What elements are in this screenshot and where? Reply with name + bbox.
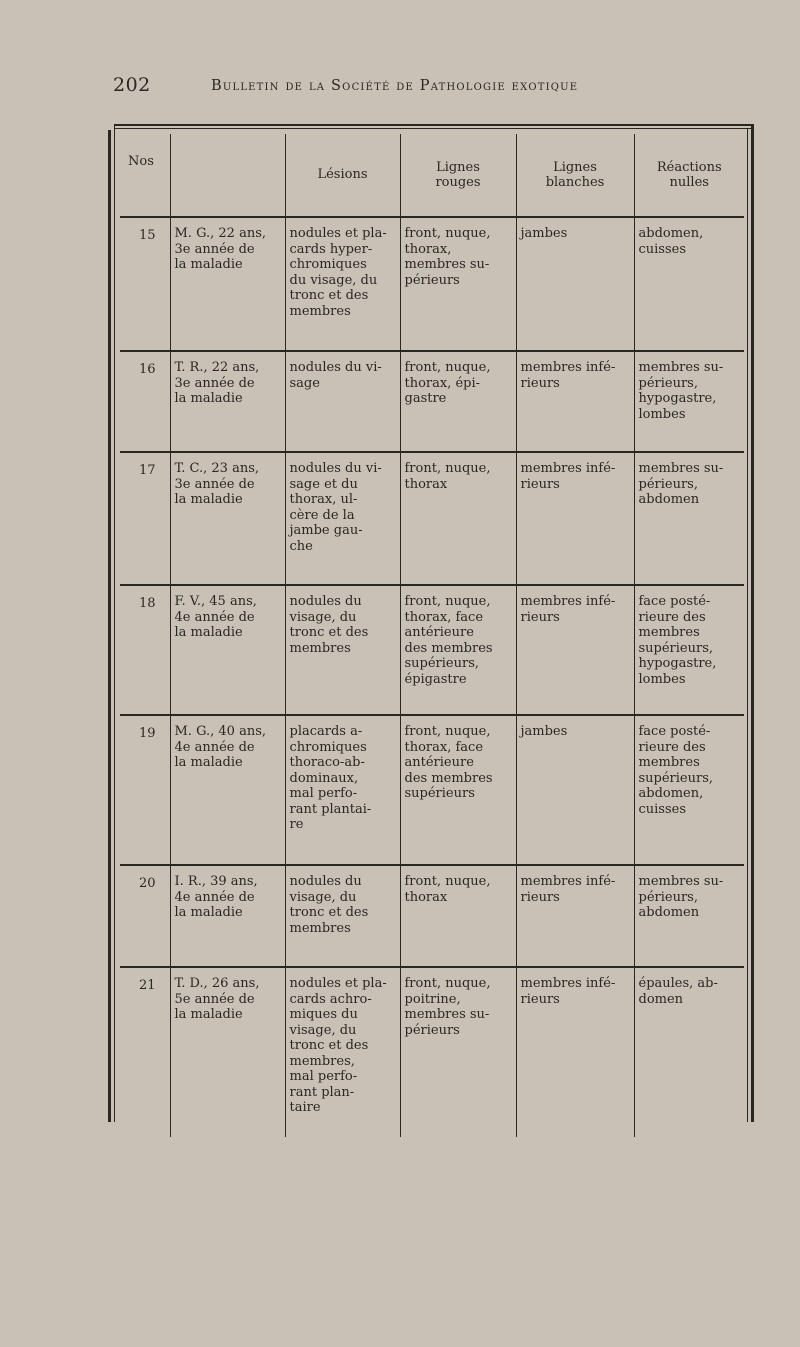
reactions-nulles-cell: membres su- périeurs, abdomen	[634, 452, 744, 585]
reactions-nulles-cell: membres su- périeurs, hypogastre, lombes	[634, 351, 744, 452]
lignes-blanches-cell: membres infé- rieurs	[516, 865, 634, 967]
row-number: 16	[120, 351, 170, 452]
table-row	[120, 217, 744, 351]
row-number: 21	[138, 978, 156, 993]
lignes-blanches-cell: membres infé- rieurs	[516, 585, 634, 715]
table-row	[120, 967, 744, 1137]
row-number: 19	[120, 715, 170, 865]
lesions-cell: nodules du visage, du tronc et des membres	[285, 585, 400, 715]
lesions-cell: nodules du vi- sage	[285, 351, 400, 452]
lignes-blanches-cell: jambes	[516, 217, 634, 351]
table-row	[120, 351, 744, 452]
patient-cell: F. V., 45 ans, 4e année de la maladie	[170, 585, 285, 715]
table-row	[120, 452, 744, 585]
row-number: 15	[120, 217, 170, 351]
header-lignes-rouges: Lignes rouges	[400, 134, 516, 217]
lesions-cell: placards a- chromiques thoraco-ab- dominaux, mal perfo- rant plantai- re	[285, 715, 400, 865]
reactions-nulles-cell: membres su- périeurs, abdomen	[634, 865, 744, 967]
row-number: 18	[120, 585, 170, 715]
patient-cell: I. R., 39 ans, 4e année de la maladie	[170, 865, 285, 967]
row-number: 17	[120, 452, 170, 585]
table-row	[120, 865, 744, 967]
header-lesions: Lésions	[285, 134, 400, 217]
lignes-blanches-cell: membres infé- rieurs	[516, 452, 634, 585]
table-right-rule-inner	[747, 128, 748, 1122]
patient-cell: M. G., 40 ans, 4e année de la maladie	[170, 715, 285, 865]
reactions-nulles-cell: face posté- rieure des membres supérieurs, hypogastre, lombes	[634, 585, 744, 715]
lignes-blanches-cell: membres infé- rieurs	[516, 351, 634, 452]
header-patient	[170, 134, 285, 217]
patient-cell: M. G., 22 ans, 3e année de la maladie	[170, 217, 285, 351]
row-number: 20	[120, 865, 170, 967]
reactions-nulles-cell: face posté- rieure des membres supérieurs, abdomen, cuisses	[634, 715, 744, 865]
patient-cell: T. D., 26 ans, 5e année de la maladie	[170, 967, 285, 1137]
table-left-rule	[108, 130, 111, 1122]
header-reactions-nulles: Réactions nulles	[634, 134, 744, 217]
lesions-cell: nodules et pla- cards hyper- chromiques du visage, du tronc et des membres	[285, 217, 400, 351]
lesions-cell: nodules du visage, du tronc et des membres	[285, 865, 400, 967]
table-top-rule	[114, 124, 754, 126]
lignes-rouges-cell: front, nuque, thorax, face antérieure des membres supérieurs, épigastre	[400, 585, 516, 715]
lignes-blanches-cell: jambes	[516, 715, 634, 865]
table-row	[120, 715, 744, 865]
lignes-rouges-cell: front, nuque, poitrine, membres su- périeurs	[400, 967, 516, 1137]
table-row	[120, 585, 744, 715]
lesions-cell: nodules et pla- cards achro- miques du visage, du tronc et des membres, mal perfo- rant plan- taire	[285, 967, 400, 1137]
clinical-table	[108, 124, 754, 1122]
lesions-cell: nodules du vi- sage et du thorax, ul- cère de la jambe gau- che	[285, 452, 400, 585]
data-table	[120, 134, 744, 1137]
lignes-rouges-cell: front, nuque, thorax, membres su- périeurs	[400, 217, 516, 351]
running-title: Bulletin de la Société de Pathologie exotique	[211, 78, 579, 94]
lignes-rouges-cell: front, nuque, thorax	[400, 452, 516, 585]
page-number: 202	[113, 74, 151, 96]
header-lignes-blanches: Lignes blanches	[516, 134, 634, 217]
reactions-nulles-cell: épaules, ab- domen	[634, 967, 744, 1137]
lignes-blanches-cell: membres infé- rieurs	[516, 967, 634, 1137]
patient-cell: T. R., 22 ans, 3e année de la maladie	[170, 351, 285, 452]
table-top-rule-inner	[114, 128, 754, 129]
lignes-rouges-cell: front, nuque, thorax, face antérieure des membres supérieurs	[400, 715, 516, 865]
table-right-rule	[751, 124, 754, 1122]
header-row	[120, 134, 744, 217]
patient-cell: T. C., 23 ans, 3e année de la maladie	[170, 452, 285, 585]
table-left-rule-inner	[114, 124, 115, 1122]
lignes-rouges-cell: front, nuque, thorax, épi- gastre	[400, 351, 516, 452]
reactions-nulles-cell: abdomen, cuisses	[634, 217, 744, 351]
lignes-rouges-cell: front, nuque, thorax	[400, 865, 516, 967]
header-number: Nos	[120, 134, 170, 217]
